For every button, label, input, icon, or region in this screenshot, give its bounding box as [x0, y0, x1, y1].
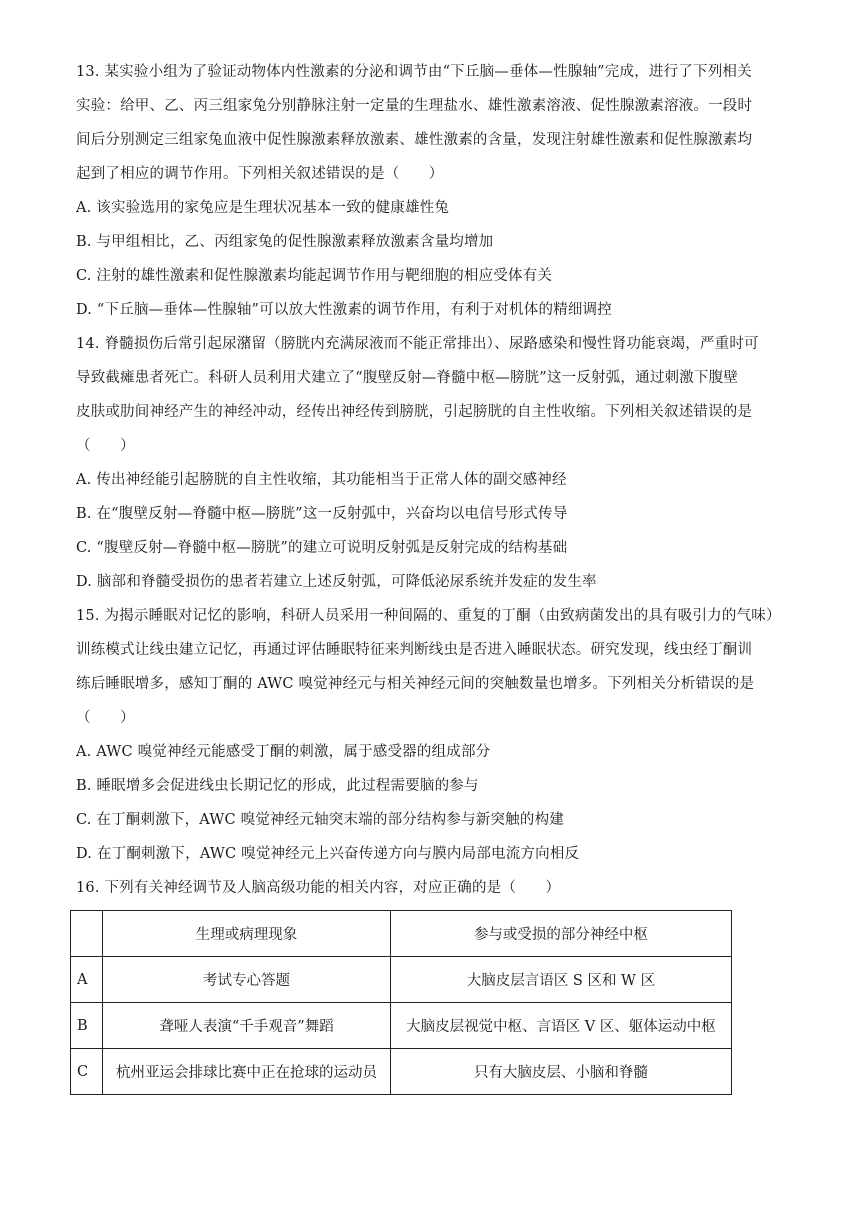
table-cell-nerve-center: 只有大脑皮层、小脑和脊髓: [390, 1049, 731, 1095]
table-header-cell: 参与或受损的部分神经中枢: [390, 911, 731, 957]
question-14-option-d: D. 脑部和脊髓受损伤的患者若建立上述反射弧，可降低泌尿系统并发症的发生率: [76, 574, 597, 590]
table-cell-nerve-center: 大脑皮层视觉中枢、言语区 V 区、躯体运动中枢: [390, 1003, 731, 1049]
question-15-stem-line: 训练模式让线虫建立记忆，再通过评估睡眠特征来判断线虫是否进入睡眠状态。研究发现，线虫经丁酮训: [76, 642, 753, 658]
question-13-stem-line: 起到了相应的调节作用。下列相关叙述错误的是（ ）: [76, 166, 444, 182]
table-header-cell: 生理或病理现象: [103, 911, 391, 957]
question-15-stem-line: 练后睡眠增多，感知丁酮的 AWC 嗅觉神经元与相关神经元间的突触数量也增多。下列相关分析错误的是: [76, 676, 755, 692]
question-14-stem-line: 14. 脊髓损伤后常引起尿潴留（膀胱内充满尿液而不能正常排出）、尿路感染和慢性肾功能衰竭，严重时可: [76, 336, 759, 352]
question-15-stem-line: 15. 为揭示睡眠对记忆的影响，科研人员采用一种间隔的、重复的丁酮（由致病菌发出的具有吸引力的气味）: [76, 608, 781, 624]
table-cell-phenomenon: 聋哑人表演“千手观音”舞蹈: [103, 1003, 391, 1049]
question-15-option-c: C. 在丁酮刺激下，AWC 嗅觉神经元轴突末端的部分结构参与新突触的构建: [76, 812, 564, 828]
question-15-option-b: B. 睡眠增多会促进线虫长期记忆的形成，此过程需要脑的参与: [76, 778, 479, 794]
question-14-stem-line: （ ）: [76, 438, 135, 454]
question-15-option-a: A. AWC 嗅觉神经元能感受丁酮的刺激，属于感受器的组成部分: [76, 744, 491, 760]
table-cell-phenomenon: 考试专心答题: [103, 957, 391, 1003]
question-15-option-d: D. 在丁酮刺激下，AWC 嗅觉神经元上兴奋传递方向与膜内局部电流方向相反: [76, 846, 580, 862]
question-13-stem-line: 实验：给甲、乙、丙三组家兔分别静脉注射一定量的生理盐水、雄性激素溶液、促性腺激素溶液。一段时: [76, 98, 753, 114]
table-row: [71, 957, 732, 1003]
table-row: [71, 1049, 732, 1095]
table-cell-nerve-center: 大脑皮层言语区 S 区和 W 区: [390, 957, 731, 1003]
table-cell-phenomenon: 杭州亚运会排球比赛中正在抢球的运动员: [103, 1049, 391, 1095]
question-15-stem-line: （ ）: [76, 710, 135, 726]
question-13-stem-line: 13. 某实验小组为了验证动物体内性激素的分泌和调节由“下丘脑—垂体—性腺轴”完成，进行了下列相关: [76, 64, 752, 80]
table-row: [71, 1003, 732, 1049]
question-16-stem: 16. 下列有关神经调节及人脑高级功能的相关内容，对应正确的是（ ）: [76, 880, 561, 896]
answer-table: [70, 910, 732, 1095]
question-13-option-a: A. 该实验选用的家兔应是生理状况基本一致的健康雄性兔: [76, 200, 450, 216]
question-14-option-a: A. 传出神经能引起膀胱的自主性收缩，其功能相当于正常人体的副交感神经: [76, 472, 567, 488]
question-13-option-b: B. 与甲组相比，乙、丙组家兔的促性腺激素释放激素含量均增加: [76, 234, 494, 250]
question-14-stem-line: 导致截瘫患者死亡。科研人员利用犬建立了“腹壁反射—脊髓中枢—膀胱”这一反射弧，通过刺激下腹壁: [76, 370, 739, 386]
table-header-row: [71, 911, 732, 957]
table-cell-option: B: [71, 1003, 103, 1049]
question-14-stem-line: 皮肤或肋间神经产生的神经冲动，经传出神经传到膀胱，引起膀胱的自主性收缩。下列相关叙述错误的是: [76, 404, 753, 420]
table-cell-option: C: [71, 1049, 103, 1095]
question-13-option-d: D. “下丘脑—垂体—性腺轴”可以放大性激素的调节作用，有利于对机体的精细调控: [76, 302, 612, 318]
question-13-option-c: C. 注射的雄性激素和促性腺激素均能起调节作用与靶细胞的相应受体有关: [76, 268, 553, 284]
table-cell-option: A: [71, 957, 103, 1003]
table-header-cell: [71, 911, 103, 957]
question-13-stem-line: 间后分别测定三组家兔血液中促性腺激素释放激素、雄性激素的含量，发现注射雄性激素和促性腺激素均: [76, 132, 753, 148]
question-14-option-c: C. “腹壁反射—脊髓中枢—膀胱”的建立可说明反射弧是反射完成的结构基础: [76, 540, 568, 556]
question-14-option-b: B. 在“腹壁反射—脊髓中枢—膀胱”这一反射弧中，兴奋均以电信号形式传导: [76, 506, 568, 522]
